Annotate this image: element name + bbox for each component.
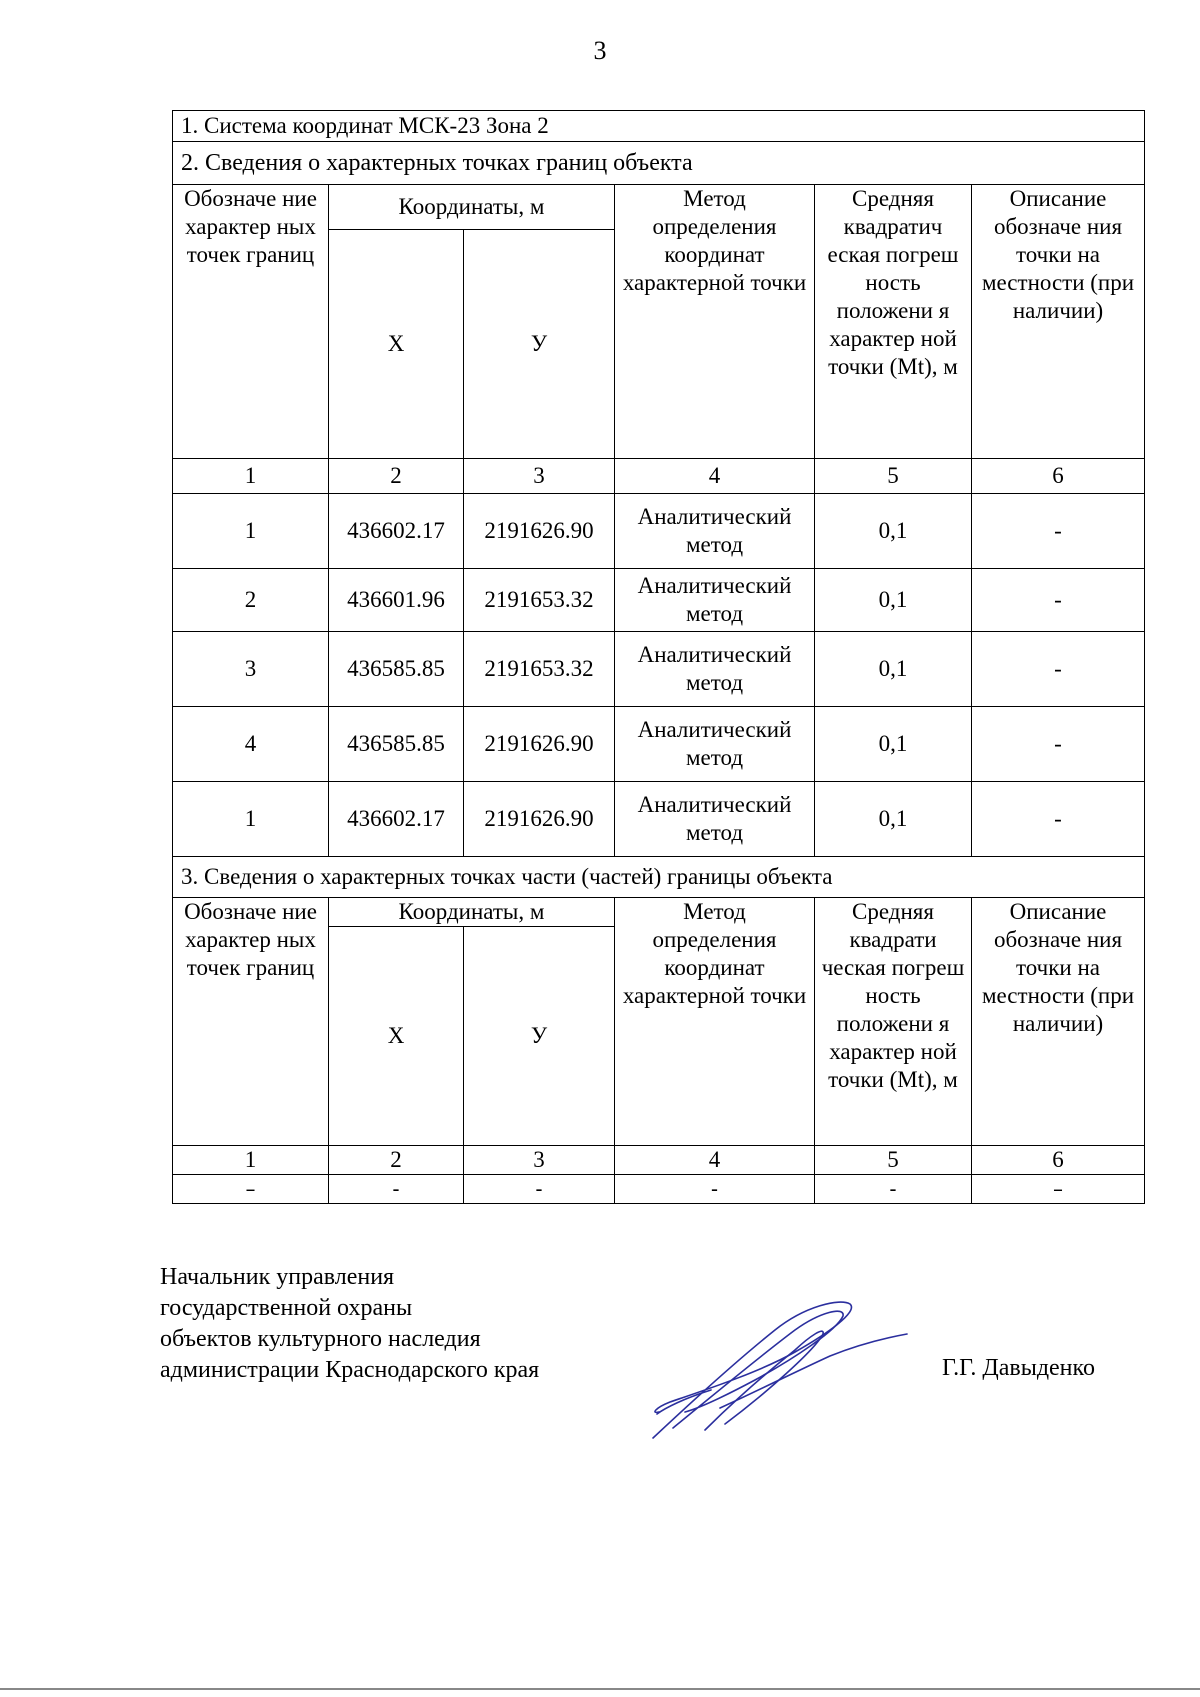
signer-title-line: государственной охраны xyxy=(160,1295,413,1321)
col-number: 3 xyxy=(464,1146,615,1175)
col-number: 5 xyxy=(815,1146,972,1175)
page-bottom-line xyxy=(0,1688,1200,1690)
header-x: X xyxy=(329,230,464,459)
header-designation: Обозначе ние характер ных точек границ xyxy=(173,898,329,1146)
section-boundary-points: 2. Сведения о характерных точках границ объекта xyxy=(173,142,1145,185)
col-number: 6 xyxy=(972,459,1145,494)
table-row xyxy=(173,1175,1145,1204)
col-number: 2 xyxy=(329,459,464,494)
cell-error: 0,1 xyxy=(815,569,972,632)
col-number: 3 xyxy=(464,459,615,494)
header-method: Метод определения координат характерной точки xyxy=(615,185,815,459)
cell-method: Аналитический метод xyxy=(615,494,815,569)
coordinates-table xyxy=(172,110,1145,1204)
signer-title-line: объектов культурного наследия xyxy=(160,1326,481,1352)
col-number: 5 xyxy=(815,459,972,494)
cell-x: 436601.96 xyxy=(329,569,464,632)
cell-empty: – xyxy=(173,1175,329,1204)
cell-empty: - xyxy=(329,1175,464,1204)
cell-point: 1 xyxy=(173,782,329,857)
cell-point: 4 xyxy=(173,707,329,782)
cell-desc: - xyxy=(972,707,1145,782)
table-row xyxy=(173,782,1145,857)
cell-error: 0,1 xyxy=(815,707,972,782)
col-number: 6 xyxy=(972,1146,1145,1175)
cell-y: 2191653.32 xyxy=(464,632,615,707)
cell-empty: - xyxy=(815,1175,972,1204)
cell-error: 0,1 xyxy=(815,632,972,707)
cell-point: 2 xyxy=(173,569,329,632)
col-number: 2 xyxy=(329,1146,464,1175)
section-part-boundary-points: 3. Сведения о характерных точках части (частей) границы объекта xyxy=(173,857,1145,898)
header-coordinates: Координаты, м xyxy=(329,898,615,927)
signer-title-line: администрации Краснодарского края xyxy=(160,1357,540,1383)
table-row xyxy=(173,569,1145,632)
cell-method: Аналитический метод xyxy=(615,569,815,632)
cell-desc: - xyxy=(972,632,1145,707)
header-description: Описание обозначе ния точки на местности (при наличии) xyxy=(972,898,1145,1146)
cell-y: 2191626.90 xyxy=(464,707,615,782)
signer-name: Г.Г. Давыденко xyxy=(942,1355,1095,1381)
header-y: У xyxy=(464,230,615,459)
table-row xyxy=(173,707,1145,782)
cell-desc: - xyxy=(972,569,1145,632)
cell-y: 2191626.90 xyxy=(464,494,615,569)
header-x: X xyxy=(329,927,464,1146)
col-number: 1 xyxy=(173,459,329,494)
cell-method: Аналитический метод xyxy=(615,632,815,707)
cell-x: 436602.17 xyxy=(329,782,464,857)
cell-x: 436585.85 xyxy=(329,632,464,707)
cell-error: 0,1 xyxy=(815,494,972,569)
page-number: 3 xyxy=(593,36,607,65)
col-number: 4 xyxy=(615,1146,815,1175)
header-method: Метод определения координат характерной точки xyxy=(615,898,815,1146)
cell-x: 436585.85 xyxy=(329,707,464,782)
header-description: Описание обозначе ния точки на местности (при наличии) xyxy=(972,185,1145,459)
handwritten-signature xyxy=(645,1290,910,1445)
table-row xyxy=(173,632,1145,707)
header-designation: Обозначе ние характер ных точек границ xyxy=(173,185,329,459)
cell-y: 2191626.90 xyxy=(464,782,615,857)
header-error: Средняя квадрати ческая погреш ность положени я характер ной точки (Mt), м xyxy=(815,898,972,1146)
cell-point: 1 xyxy=(173,494,329,569)
table-row xyxy=(173,494,1145,569)
signer-title xyxy=(160,1262,539,1386)
cell-empty: - xyxy=(615,1175,815,1204)
cell-y: 2191653.32 xyxy=(464,569,615,632)
cell-method: Аналитический метод xyxy=(615,707,815,782)
cell-empty: – xyxy=(972,1175,1145,1204)
cell-error: 0,1 xyxy=(815,782,972,857)
col-number: 4 xyxy=(615,459,815,494)
col-number: 1 xyxy=(173,1146,329,1175)
header-y: У xyxy=(464,927,615,1146)
cell-x: 436602.17 xyxy=(329,494,464,569)
section-coordinate-system: 1. Система координат МСК-23 Зона 2 xyxy=(173,111,1145,142)
cell-desc: - xyxy=(972,782,1145,857)
cell-method: Аналитический метод xyxy=(615,782,815,857)
signer-title-line: Начальник управления xyxy=(160,1264,395,1290)
header-error: Средняя квадратич еская погреш ность положени я характер ной точки (Mt), м xyxy=(815,185,972,459)
cell-desc: - xyxy=(972,494,1145,569)
cell-point: 3 xyxy=(173,632,329,707)
cell-empty: - xyxy=(464,1175,615,1204)
header-coordinates: Координаты, м xyxy=(329,185,615,230)
